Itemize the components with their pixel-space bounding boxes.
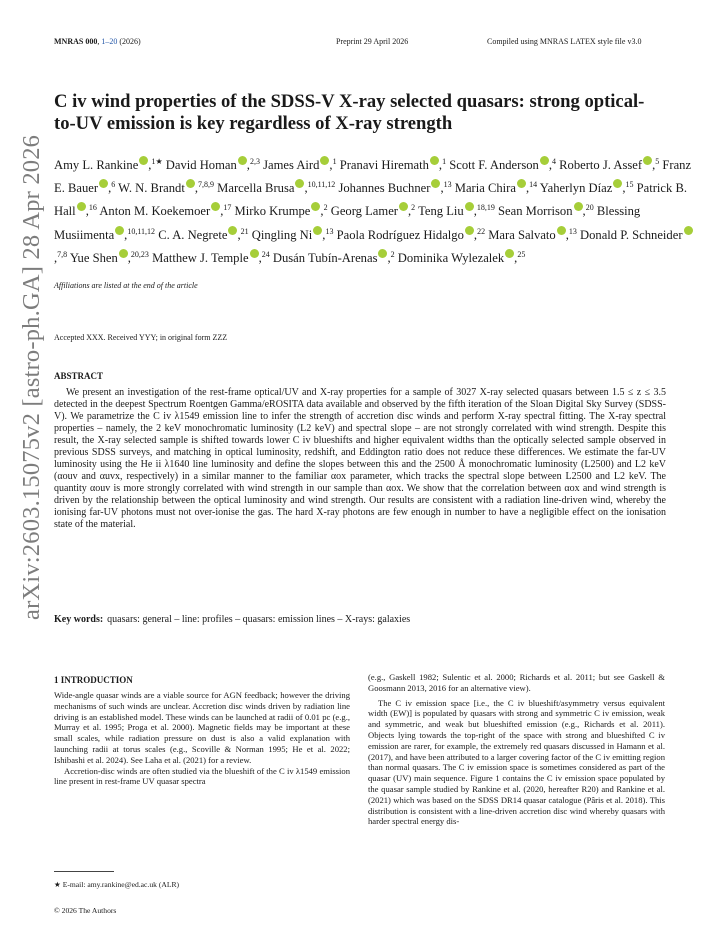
author-affiliation-marker: 17 (223, 203, 232, 213)
copyright-notice: © 2026 The Authors (54, 906, 117, 915)
orcid-icon[interactable] (557, 226, 566, 235)
author-name: Yue Shen (69, 250, 118, 265)
author-affiliation-marker: 2,3 (249, 157, 260, 166)
orcid-icon[interactable] (238, 156, 247, 165)
author-name: Sean Morrison (498, 204, 573, 219)
orcid-icon[interactable] (430, 156, 439, 165)
orcid-icon[interactable] (465, 202, 474, 211)
orcid-icon[interactable] (399, 202, 408, 211)
orcid-icon[interactable] (99, 179, 108, 188)
orcid-icon[interactable] (505, 249, 514, 258)
author-affiliation-marker: 1★ (151, 157, 163, 166)
author-entry: Patrick B. Hall ,$^{16}$ (54, 181, 688, 219)
author-name: Anton M. Koekemoer (99, 204, 211, 219)
orcid-icon[interactable] (139, 156, 148, 165)
author-entry: Sean Morrison ,$^{20}$ (498, 203, 594, 219)
orcid-icon[interactable] (250, 249, 259, 258)
author-affiliation-marker: 4 (552, 157, 556, 166)
paper-title: C iv wind properties of the SDSS-V X-ray selected quasars: strong optical-to-UV emission is key regardless of X-ray strength (54, 91, 645, 134)
author-affiliation-marker: 16 (88, 203, 97, 213)
author-affiliation-marker: 7,8,9 (198, 180, 214, 190)
author-affiliation-marker: 20,23 (130, 249, 149, 259)
author-entry: Pranavi Hiremath ,$^1$ (339, 157, 447, 172)
orcid-icon[interactable] (378, 249, 387, 258)
author-name: Johannes Buchner (338, 181, 431, 196)
author-entry: Scott F. Anderson ,$^4$ (449, 157, 556, 172)
author-entry: Paola Rodríguez Hidalgo ,$^{22}$ (336, 226, 486, 242)
author-entry: Anton M. Koekemoer ,$^{17}$ (99, 203, 232, 219)
author-affiliation-marker: 2 (323, 203, 328, 213)
author-entry: Matthew J. Temple ,$^{24}$ (152, 249, 270, 265)
author-entry: Georg Lamer ,$^2$ (330, 203, 416, 219)
author-entry: Dusán Tubín-Arenas ,$^2$ (272, 249, 395, 265)
keywords (54, 614, 666, 626)
author-name: Donald P. Schneider (580, 227, 683, 242)
orcid-icon[interactable] (211, 202, 220, 211)
author-entry: Blessing Musiimenta ,$^{10,11,12}$ (54, 204, 641, 242)
orcid-icon[interactable] (643, 156, 652, 165)
compiled-note: Compiled using MNRAS LATEX style file v3.0 (487, 37, 642, 46)
author-entry: Franz E. Bauer ,$^6$ (54, 158, 692, 196)
author-entry: James Aird ,$^1$ (263, 157, 337, 172)
author-entry: Donald P. Schneider,$^{7,8}$ (54, 228, 693, 265)
author-name: Teng Liu (418, 204, 464, 219)
preprint-date: Preprint 29 April 2026 (336, 37, 409, 46)
author-name: Mara Salvato (488, 227, 556, 242)
orcid-icon[interactable] (540, 156, 549, 165)
orcid-icon[interactable] (574, 202, 583, 211)
abstract-text: We present an investigation of the rest-frame optical/UV and X-ray properties for a sample of 3027 X-ray selected quasars between 1.5 ≤ z ≤ 3.5 detected in the deepest Spectrum Roentgen Gamma/eROSITA data available and observed by the fifth iteration of the Sloan Digital Sky Survey (SDSS-V). We parametrize the C iv λ1549 emission line to infer the strength of accretion disc winds and perform X-ray spectral fitting. The X-ray spectral properties – namely, the 2 keV monochromatic luminosity (L2 keV) and spectral slope – are not strongly correlated with wind strength. Despite this result, the X-ray selected sample is shifted towards lower C iv blueshifts and higher equivalent widths than the optically selected sample observed in previous SDSS surveys, and matching in optical luminosity, redshift, and Eddington ratio does not reduce these differences. We estimate the far-UV luminosity using the He ii λ1640 line luminosity and define the slopes between this and the 2500 Å monochromatic luminosity (L2500) and L2 keV (αouv and αuvx, respectively) in a similar manner to the familiar αox parameter, which tracks the spectral slope between L2500 and L2 keV. The quantity αouv is more strongly correlated with wind strength in our sample than αox. We show that the correlation between αox and wind strength is driven by the relationship between the optical luminosity and wind strength. Our results are consistent with a radiation line-driven wind, whereby the ionising far-UV photons must not over-ionise the gas. The hard X-ray photons are few enough in number to have a negligible effect on the ionisation state of the material. (54, 387, 666, 530)
author-name: Qingling Ni (251, 227, 313, 242)
author-affiliation-marker: 10,11,12 (307, 180, 336, 190)
orcid-icon[interactable] (311, 202, 320, 211)
author-affiliation-marker: 25 (517, 249, 526, 259)
journal-name: MNRAS (54, 37, 84, 46)
author-affiliation-marker: 13 (443, 180, 452, 190)
intro-column-left (54, 690, 350, 787)
author-entry: Mara Salvato ,$^{13}$ (488, 226, 577, 242)
affiliations-note: Affiliations are listed at the end of the article (54, 281, 198, 290)
author-affiliation-marker: 20 (585, 203, 594, 213)
author-entry: David Homan ,$^{2,3}$ (165, 157, 260, 172)
author-name: Dominika Wylezalek (397, 250, 505, 265)
author-affiliation-marker: 13 (325, 226, 334, 236)
intro-column-right (368, 672, 665, 827)
author-name: Pranavi Hiremath (339, 158, 429, 172)
author-entry: Maria Chira ,$^{14}$ (454, 180, 538, 196)
journal-year: (2026) (119, 37, 141, 46)
intro-paragraph: Accretion-disc winds are often studied via the blueshift of the C iv λ1549 emission line present in rest-frame UV quasar spectra (54, 765, 350, 787)
author-name: Roberto J. Assef (559, 158, 643, 172)
intro-paragraph: (e.g., Gaskell 1982; Sulentic et al. 2000; Richards et al. 2011; but see Gaskell & Goosmann 2013, 2016 for an alternative view). (368, 672, 665, 693)
orcid-icon[interactable] (431, 179, 440, 188)
author-affiliation-marker: 22 (477, 226, 486, 236)
author-name: Mirko Krumpe (234, 204, 311, 219)
orcid-icon[interactable] (613, 179, 622, 188)
journal-volume: 000 (85, 37, 98, 46)
author-entry: C. A. Negrete ,$^{21}$ (158, 226, 249, 242)
orcid-icon[interactable] (77, 202, 86, 211)
orcid-icon[interactable] (684, 226, 693, 235)
author-affiliation-marker: 2 (390, 249, 395, 259)
author-name: Paola Rodríguez Hidalgo (336, 227, 464, 242)
orcid-icon[interactable] (320, 156, 329, 165)
author-name: C. A. Negrete (158, 227, 228, 242)
author-entry: Roberto J. Assef ,$^5$ (559, 157, 660, 172)
author-name: Blessing Musiimenta (54, 204, 641, 242)
author-name: Maria Chira (454, 181, 516, 196)
intro-paragraph: The C iv emission space [i.e., the C iv blueshift/asymmetry versus equivalent width (EW)] is populated by quasars with strong and symmetric C iv emission, weak and symmetric, and weak but blueshifted emission (e.g., Richards et al. 2011). Objects lying towards the top-right of the space with strong and blueshifted C iv emission are rarer, for example, the extremely red quasars discussed in Hamann et al. (2017), and have been attributed to a larger covering factor of the C iv emitting region than normal quasars. The C iv emission space is sometimes considered as part of the quasar (UV) main sequence. Figure 1 contains the C iv emission space populated by the quasar sample studied by Rankine et al. (2020, hereafter R20) and Rankine et al. (2021) which was based on the SDSS DR14 quasar catalogue (Pâris et al. 2018). This distribution is consistent with a line-driven accretion disc wind whereby quasars with harder spectral energy dis- (368, 697, 665, 827)
accepted-line: Accepted XXX. Received YYY; in original form ZZZ (54, 333, 228, 342)
keywords-label: Key words: (54, 614, 104, 625)
author-entry: Yaherlyn Díaz ,$^{15}$ (539, 180, 634, 196)
author-name: W. N. Brandt (118, 181, 185, 196)
author-name: Dusán Tubín-Arenas (272, 250, 378, 265)
author-affiliation-marker: 6 (111, 180, 116, 190)
arxiv-sidebar (18, 134, 48, 650)
author-name: Georg Lamer (330, 204, 398, 219)
keywords-text: quasars: general – line: profiles – quasars: emission lines – X-rays: galaxies (107, 614, 411, 625)
author-entry: W. N. Brandt ,$^{7,8,9}$ (118, 180, 214, 196)
author-affiliation-marker: 14 (529, 180, 538, 190)
author-name: James Aird (263, 158, 320, 172)
author-entry: Teng Liu ,$^{18,19}$ (418, 203, 495, 219)
author-affiliation-marker: 15 (625, 180, 634, 190)
author-name: Matthew J. Temple (152, 250, 249, 265)
page-range-link[interactable]: 1–20 (101, 37, 118, 46)
author-affiliation-marker: 1 (332, 157, 337, 166)
orcid-icon[interactable] (119, 249, 128, 258)
author-affiliation-marker: 24 (261, 249, 270, 259)
author-entry: Marcella Brusa ,$^{10,11,12}$ (217, 180, 336, 196)
author-entry: Yue Shen ,$^{20,23}$ (69, 249, 149, 265)
author-name: Patrick B. Hall (54, 181, 688, 219)
orcid-icon[interactable] (465, 226, 474, 235)
author-affiliation-marker: 13 (568, 226, 577, 236)
orcid-icon[interactable] (295, 179, 304, 188)
running-header-journal: MNRAS 000, 1–20 (2026) (54, 37, 141, 46)
author-affiliation-marker: 21 (240, 226, 249, 236)
corresponding-author-footnote: ★ E-mail: amy.rankine@ed.ac.uk (ALR) (54, 880, 180, 889)
author-affiliation-marker: 10,11,12 (127, 226, 156, 236)
author-list (54, 152, 694, 268)
author-affiliation-marker: 5 (655, 157, 660, 166)
section-heading-introduction: 1 INTRODUCTION (54, 675, 133, 685)
author-entry: Qingling Ni ,$^{13}$ (251, 226, 334, 242)
orcid-icon[interactable] (186, 179, 195, 188)
orcid-icon[interactable] (228, 226, 237, 235)
abstract-heading: ABSTRACT (54, 371, 104, 381)
author-affiliation-marker: 1 (442, 157, 447, 166)
intro-paragraph: Wide-angle quasar winds are a viable source for AGN feedback; however the driving mechanisms of such winds are unclear. Accretion disc winds driven by radiation line driving is an established model. These winds can be launched at radii of 0.01 pc (e.g., Murray et al. 1995; Proga et al. 2000). Magnetic fields may be important at these small scales, while radiation pressure on dust is also a valid explanation with launching radii at torus scales (e.g., Scoville & Norman 1995; He et al. 2022; Ishibashi et al. 2024). See Laha et al. (2021) for a review. (54, 690, 350, 765)
arxiv-identifier: arXiv:2603.15075v2 [astro-ph.GA] 28 Apr 2026 (18, 134, 45, 620)
orcid-icon[interactable] (115, 226, 124, 235)
orcid-icon[interactable] (313, 226, 322, 235)
author-affiliation-marker: 2 (411, 203, 416, 213)
author-name: David Homan (165, 158, 237, 172)
author-affiliation-marker: 7,8 (57, 249, 68, 259)
author-affiliation-marker: 18,19 (476, 203, 495, 213)
author-name: Franz E. Bauer (54, 158, 692, 196)
author-entry: Johannes Buchner ,$^{13}$ (338, 180, 452, 196)
orcid-icon[interactable] (517, 179, 526, 188)
footnote-rule (54, 871, 114, 872)
author-entry: Dominika Wylezalek ,$^{25}$ (397, 249, 526, 265)
author-name: Amy L. Rankine (54, 158, 139, 172)
author-entry: Mirko Krumpe ,$^2$ (234, 203, 328, 219)
author-name: Scott F. Anderson (449, 158, 539, 172)
author-name: Yaherlyn Díaz (539, 181, 613, 196)
author-entry: Amy L. Rankine ,$^{1★}$ (54, 157, 163, 172)
author-name: Marcella Brusa (217, 181, 295, 196)
